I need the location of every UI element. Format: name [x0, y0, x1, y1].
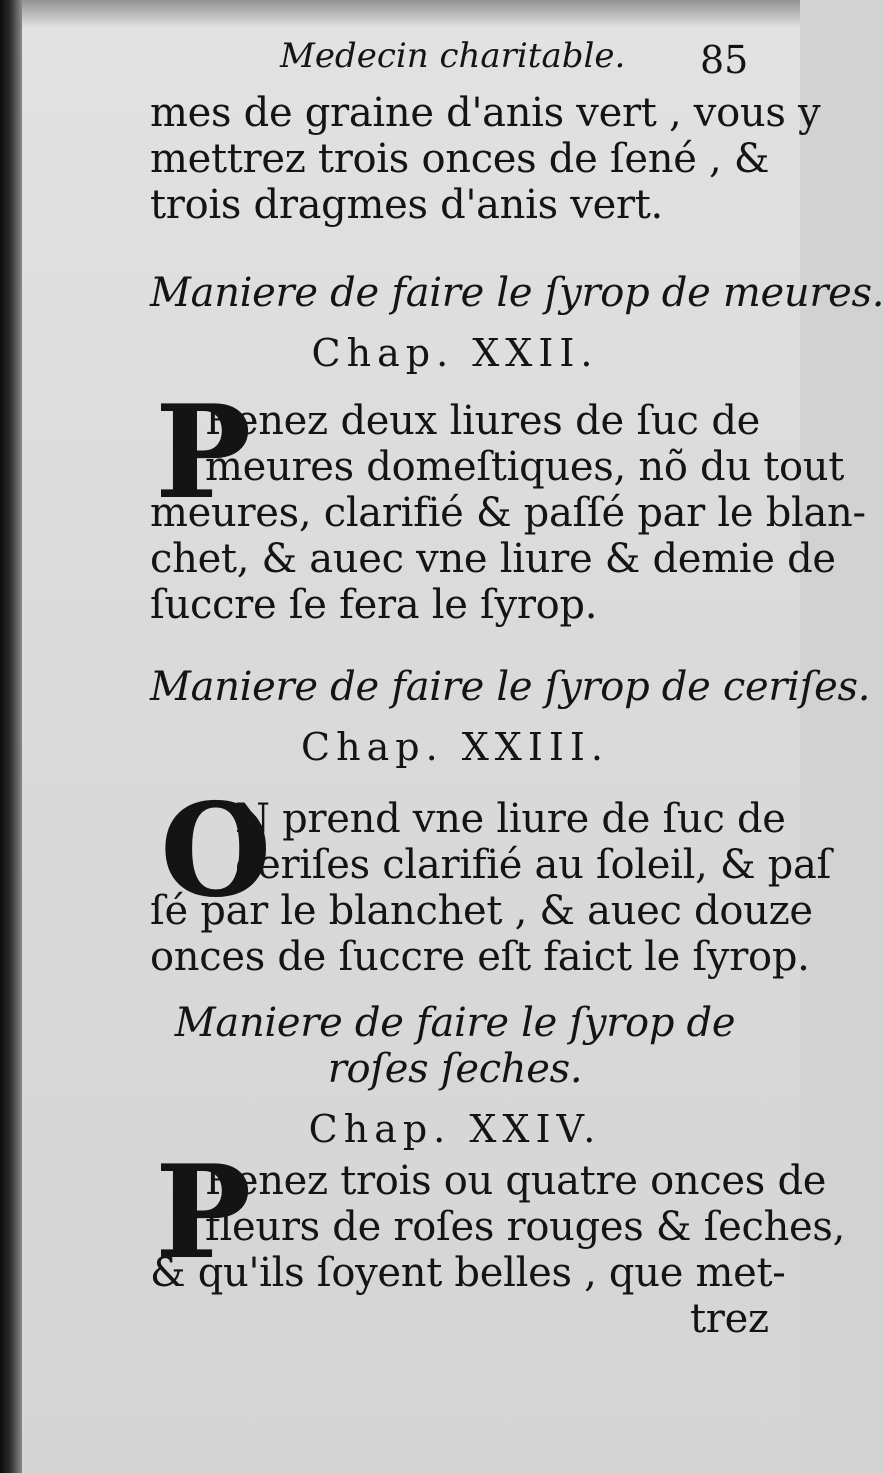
- text-line: mes de graine d'anis vert , vous y: [150, 90, 821, 136]
- drop-cap: P: [155, 1138, 252, 1288]
- text-line: Renez deux liures de ſuc de: [205, 398, 760, 444]
- section-title: Maniere de faire le ſyrop de meures.: [150, 270, 884, 316]
- text-line: chet, & auec vne liure & demie de: [150, 536, 836, 582]
- text-line: trois dragmes d'anis vert.: [150, 182, 663, 228]
- text-line: ceriſes clarifié au ſoleil, & paſ: [235, 842, 832, 888]
- chapter-heading: Chap. XXIII.: [301, 725, 609, 769]
- section-title: Maniere de faire le ſyrop de ceriſes.: [150, 664, 871, 710]
- text-line: onces de ſuccre eſt faict le ſyrop.: [150, 934, 810, 980]
- chapter-heading: Chap. XXII.: [311, 331, 599, 375]
- drop-cap: O: [160, 776, 272, 926]
- chapter-heading: Chap. XXIV.: [308, 1107, 602, 1151]
- page-top-shadow: [22, 0, 800, 28]
- text-line: Renez trois ou quatre onces de: [205, 1158, 827, 1204]
- book-gutter-edge: [0, 0, 22, 1473]
- section-title-cont: roſes ſeches.: [327, 1046, 583, 1092]
- text-line: N prend vne liure de ſuc de: [235, 796, 786, 842]
- text-line: ſé par le blanchet , & auec douze: [150, 888, 813, 934]
- running-title: Medecin charitable.: [280, 36, 626, 76]
- page-number: 85: [700, 38, 749, 82]
- catchword: trez: [690, 1296, 769, 1342]
- section-title: Maniere de faire le ſyrop de: [174, 1000, 736, 1046]
- drop-cap: P: [155, 378, 252, 528]
- text-line: ſuccre ſe fera le ſyrop.: [150, 582, 598, 628]
- text-line: mettrez trois onces de ſené , &: [150, 136, 770, 182]
- text-line: meures, clarifié & paſſé par le blan-: [150, 490, 866, 536]
- text-line: meures domeſtiques, nõ du tout: [205, 444, 844, 490]
- text-line: & qu'ils ſoyent belles , que met-: [150, 1250, 786, 1296]
- text-line: fleurs de roſes rouges & ſeches,: [205, 1204, 846, 1250]
